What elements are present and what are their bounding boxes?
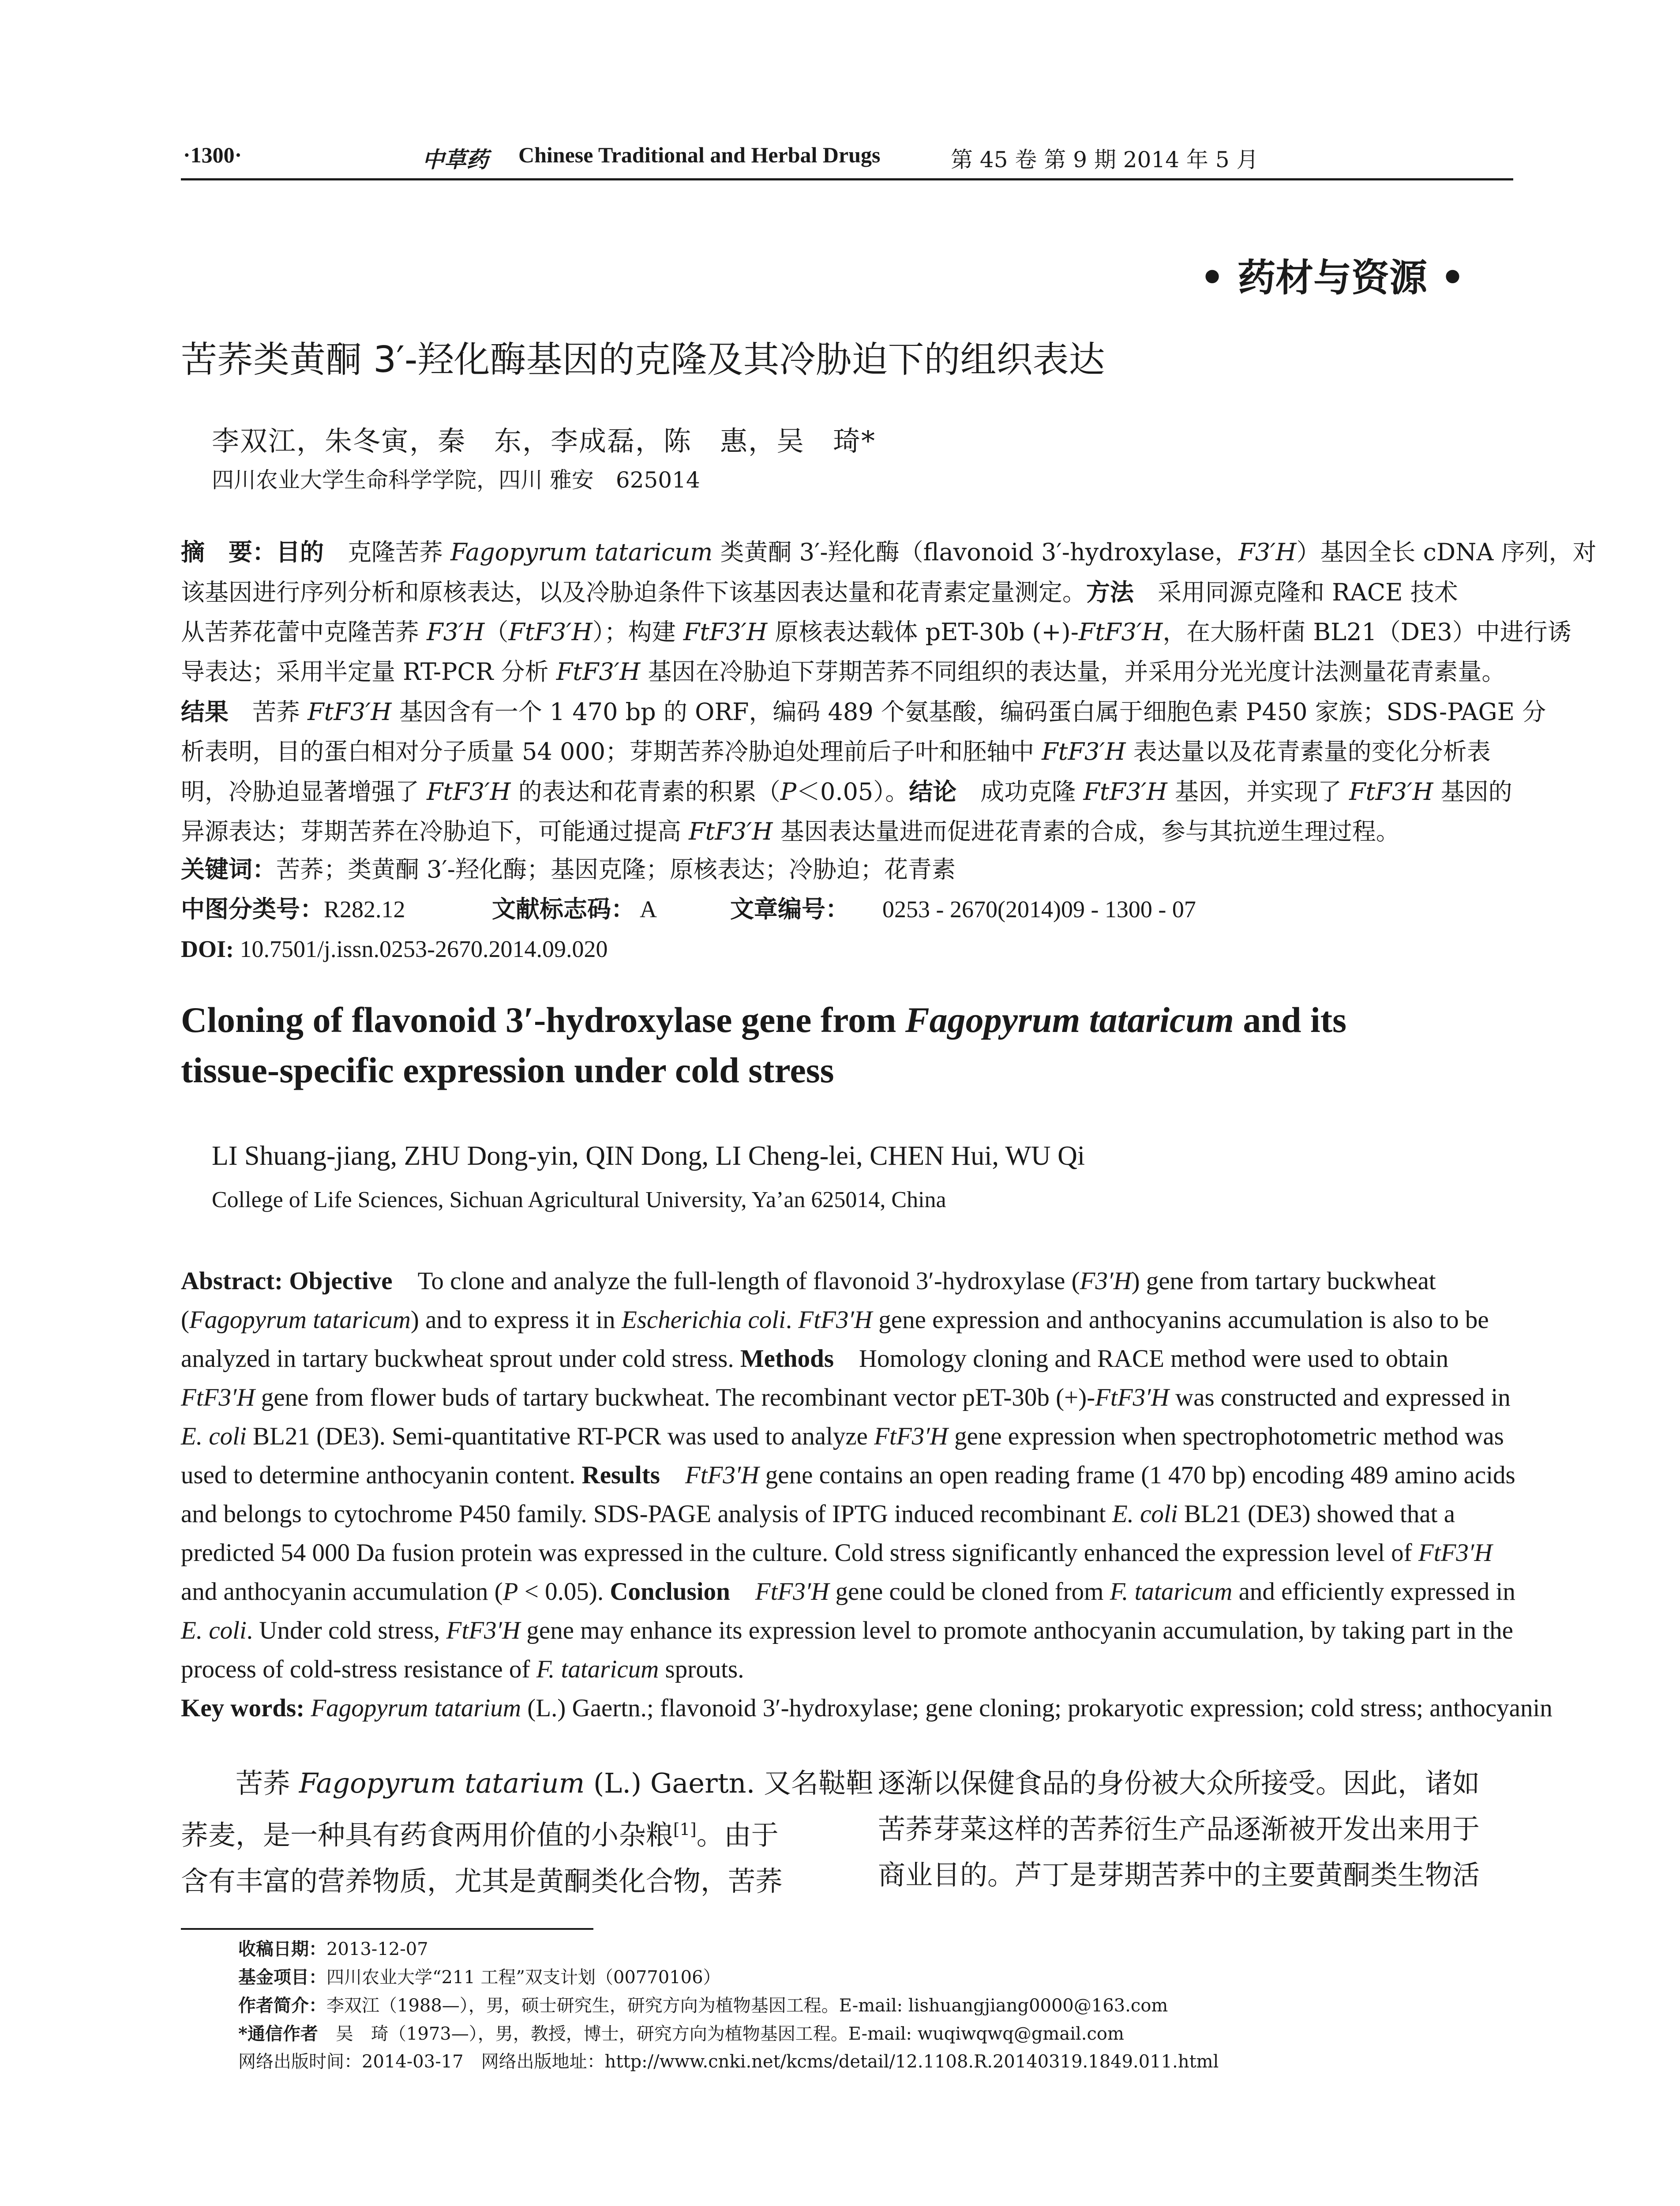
text-run: ）基因全长 cDNA 序列，对	[1296, 538, 1597, 566]
text-run: Fagopyrum tatarium	[311, 1694, 521, 1722]
text-line	[181, 532, 1597, 572]
text-run: FtF3′H	[1349, 778, 1433, 806]
keywords-cn	[181, 850, 956, 889]
text-run: 基因的	[1433, 778, 1512, 806]
text-run: 结论	[909, 777, 957, 806]
text-run: 原核表达载体 pET-30b (+)-	[767, 618, 1079, 646]
text-run: 作者简介：	[238, 1995, 326, 2016]
authors-en: LI Shuang-jiang, ZHU Dong-yin, QIN Dong, LI Cheng-lei, CHEN Hui, WU Qi	[212, 1141, 1085, 1171]
text-run: ，在大肠杆菌 BL21（DE3）中进行诱	[1162, 618, 1571, 646]
title-cn: 苦荞类黄酮 3′-羟化酶基因的克隆及其冷胁迫下的组织表达	[181, 339, 1105, 381]
text-run: BL21 (DE3) showed that a	[1178, 1500, 1455, 1528]
text-run: 目的	[276, 538, 324, 566]
text-run: FtF3′H	[689, 818, 773, 845]
text-run: 四川农业大学“211 工程”双支计划（00770106）	[326, 1967, 721, 1988]
text-line	[181, 612, 1571, 652]
text-run: F3′H	[1238, 538, 1297, 566]
journal-issue: 第 45 卷 第 9 期 2014 年 5 月	[951, 147, 1259, 173]
text-run: Cloning of flavonoid 3′-hydroxylase gene from	[181, 1000, 905, 1040]
abstract-en	[181, 1262, 1513, 1689]
text-line	[181, 652, 1513, 692]
text-line	[878, 1852, 1513, 1898]
article-no-label: 文章编号：	[730, 895, 849, 923]
text-run: 网络出版时间：2014-03-17 网络出版地址：http://www.cnki.net/kcms/detail/12.1108.R.20140319.1849.011.html	[238, 2052, 1219, 2072]
text-run: 从苦荞花蕾中克隆苦荞	[181, 618, 427, 646]
text-run: FtF3′H	[1095, 1384, 1169, 1411]
text-run: 含有丰富的营养物质，尤其是黄酮类化合物，苦荞	[181, 1865, 783, 1897]
title-en	[181, 995, 1346, 1095]
text-run: was constructed and expressed in	[1169, 1384, 1511, 1411]
body-right-column	[878, 1760, 1513, 1898]
text-run: process of cold-stress resistance of	[181, 1655, 536, 1683]
text-run: ＜0.05）。	[796, 778, 909, 806]
text-run: E. coli	[181, 1617, 247, 1644]
text-run: (L.) Gaertn.; flavonoid 3′-hydroxylase; gene cloning; prokaryotic expression; cold stress; anthocyanin	[521, 1694, 1552, 1722]
text-run: 基因含有一个 1 470 bp 的 ORF，编码 489 个氨基酸，编码蛋白属于细胞色素 P450 家族；SDS-PAGE 分	[391, 698, 1546, 726]
footnotes	[238, 1935, 1219, 2076]
doi	[181, 929, 608, 969]
text-line	[181, 1262, 1513, 1301]
text-run: .	[785, 1306, 799, 1334]
text-run: Fagopyrum tataricum	[905, 1000, 1234, 1040]
text-run: FtF3′H	[798, 1306, 873, 1334]
text-run: 2013-12-07	[326, 1939, 428, 1959]
text-run: FtF3′H	[181, 1384, 255, 1411]
text-run: [1]	[673, 1820, 697, 1839]
text-run: FtF3′H	[755, 1578, 829, 1606]
text-run: 商业目的。芦丁是芽期苦荞中的主要黄酮类生物活	[878, 1859, 1480, 1891]
text-run: 基金项目：	[238, 1967, 326, 1988]
text-run: tissue-specific expression under cold stress	[181, 1050, 834, 1090]
doc-code-label: 文献标志码：	[492, 895, 635, 923]
text-run: Methods	[740, 1345, 834, 1373]
article-no-value: 0253 - 2670(2014)09 - 1300 - 07	[882, 896, 1196, 923]
text-run: (	[181, 1306, 189, 1334]
text-line	[181, 1495, 1513, 1534]
text-run: Key words:	[181, 1694, 311, 1722]
text-run: F. tataricum	[536, 1655, 659, 1683]
text-run: E. coli	[1112, 1500, 1178, 1528]
text-line	[181, 692, 1546, 732]
text-run: F3′H	[1080, 1267, 1132, 1295]
text-run: ) and to express it in	[410, 1306, 622, 1334]
text-run: 。由于	[696, 1819, 779, 1851]
doi-label: DOI:	[181, 936, 234, 962]
text-run: Escherichia coli	[621, 1306, 786, 1334]
text-run: and its	[1234, 1000, 1347, 1040]
text-run: BL21 (DE3). Semi-quantitative RT-PCR was used to analyze	[246, 1422, 874, 1450]
text-run: FtF3′H	[683, 618, 768, 646]
affiliation-en: College of Life Sciences, Sichuan Agricultural University, Ya’an 625014, China	[212, 1187, 946, 1212]
text-run: To clone and analyze the full-length of flavonoid 3′-hydroxylase (	[392, 1267, 1080, 1295]
text-run: 基因，并实现了	[1167, 778, 1350, 806]
text-run: gene could be cloned from	[829, 1578, 1110, 1606]
text-line	[181, 1760, 874, 1806]
text-run: 荞麦，是一种具有药食两用价值的小杂粮	[181, 1819, 674, 1851]
text-run: used to determine anthocyanin content.	[181, 1461, 582, 1489]
text-run: *通信作者	[238, 2023, 318, 2044]
text-run: P	[780, 778, 797, 806]
text-run: 成功克隆	[956, 778, 1084, 806]
doc-code-value: A	[640, 896, 657, 923]
text-run: Fagopyrum tatarium	[299, 1767, 585, 1799]
text-run: (L.) Gaertn. 又名鞑靼	[585, 1767, 874, 1799]
abstract-cn	[181, 532, 1597, 852]
text-line	[181, 1858, 816, 1904]
text-run: < 0.05).	[518, 1578, 610, 1606]
keywords-en	[181, 1689, 1552, 1728]
text-line	[181, 1301, 1513, 1339]
text-run: FtF3′H	[446, 1617, 521, 1644]
text-run: FtF3′H	[556, 658, 641, 686]
text-line	[238, 1992, 1219, 2020]
text-line	[181, 1339, 1513, 1378]
text-run: F. tataricum	[1110, 1578, 1233, 1606]
text-run: 摘 要：	[181, 538, 276, 566]
text-run: P	[502, 1578, 518, 1606]
affiliation-cn: 四川农业大学生命科学学院，四川 雅安 625014	[212, 467, 700, 493]
text-run: FtF3′H	[874, 1422, 948, 1450]
text-run: Fagopyrum tataricum	[450, 538, 713, 566]
text-run: and anthocyanin accumulation (	[181, 1578, 503, 1606]
text-run: FtF3′H	[1078, 618, 1163, 646]
text-run: gene from flower buds of tartary buckwheat. The recombinant vector pET-30b (+)-	[255, 1384, 1095, 1411]
text-line	[181, 772, 1513, 812]
text-run: Conclusion	[610, 1578, 730, 1606]
journal-name-en: Chinese Traditional and Herbal Drugs	[518, 143, 881, 167]
text-run: 李双江（1988—），男，硕士研究生，研究方向为植物基因工程。E-mail: lishuangjiang0000@163.com	[326, 1996, 1168, 2016]
text-run: 采用同源克隆和 RACE 技术	[1134, 578, 1458, 606]
text-line	[181, 1650, 1513, 1689]
text-run: Homology cloning and RACE method were used to obtain	[834, 1345, 1449, 1373]
text-run: and belongs to cytochrome P450 family. SDS-PAGE analysis of IPTG induced recombinant	[181, 1500, 1112, 1528]
text-line	[238, 1935, 1219, 1963]
text-line	[181, 1611, 1513, 1650]
text-line	[181, 1456, 1513, 1495]
text-run: predicted 54 000 Da fusion protein was expressed in the culture. Cold stress significantly enhanced the expression level of	[181, 1539, 1418, 1567]
text-run: 收稿日期：	[238, 1939, 326, 1959]
keywords-cn-label: 关键词：	[181, 855, 276, 883]
text-line	[878, 1806, 1513, 1852]
text-run: and efficiently expressed in	[1232, 1578, 1515, 1606]
journal-name-cn: 中草药	[422, 146, 488, 173]
text-line	[181, 1417, 1513, 1456]
body-left-column	[181, 1760, 874, 1904]
keywords-cn-text: 苦荞；类黄酮 3′-羟化酶；基因克隆；原核表达；冷胁迫；花青素	[276, 855, 956, 883]
text-run: gene expression when spectrophotometric method was	[948, 1422, 1504, 1450]
text-run: ) gene from tartary buckwheat	[1131, 1267, 1436, 1295]
text-run: sprouts.	[659, 1655, 744, 1683]
text-line	[181, 995, 1346, 1045]
text-line	[181, 572, 1513, 612]
text-run: 明，冷胁迫显著增强了	[181, 778, 427, 806]
text-run: 苦荞	[236, 1767, 299, 1799]
text-run: Fagopyrum tataricum	[189, 1306, 411, 1334]
header-rule	[181, 178, 1513, 180]
text-run	[660, 1461, 685, 1489]
text-run: 析表明，目的蛋白相对分子质量 54 000；芽期苦荞冷胁迫处理前后子叶和胚轴中	[181, 738, 1042, 765]
page-number: ·1300·	[183, 143, 242, 167]
text-run: 吴 琦（1973—），男，教授，博士，研究方向为植物基因工程。E-mail: wuqiwqwq@gmail.com	[318, 2024, 1124, 2044]
doi-value[interactable]: 10.7501/j.issn.0253-2670.2014.09.020	[240, 936, 608, 962]
text-run: 逐渐以保健食品的身份被大众所接受。因此，诸如	[878, 1767, 1480, 1799]
clc-label: 中图分类号：	[181, 895, 324, 923]
text-run: 异源表达；芽期苦荞在冷胁迫下，可能通过提高	[181, 818, 689, 845]
text-run: 基因在冷胁迫下芽期苦荞不同组织的表达量，并采用分光光度计法测量花青素量。	[640, 658, 1506, 686]
text-line	[181, 1806, 816, 1858]
text-run: FtF3′H	[1418, 1539, 1492, 1567]
text-run: FtF3′H	[508, 618, 592, 646]
text-run: FtF3′H	[1083, 778, 1167, 806]
text-run: FtF3′H	[1042, 738, 1126, 765]
text-run: 结果	[181, 698, 229, 726]
text-run: 的表达和花青素的积累（	[510, 778, 780, 806]
text-line	[181, 1572, 1513, 1611]
text-run: FtF3′H	[685, 1461, 759, 1489]
text-run: 苦荞	[229, 698, 308, 726]
text-run: FtF3′H	[308, 698, 392, 726]
text-run: F3′H	[427, 618, 485, 646]
authors-cn: 李双江，朱冬寅，秦 东，李成磊，陈 惠，吴 琦*	[212, 425, 876, 457]
text-line	[238, 2020, 1219, 2048]
text-run: 该基因进行序列分析和原核表达，以及冷胁迫条件下该基因表达量和花青素定量测定。	[181, 578, 1086, 606]
text-run: ）；构建	[592, 618, 683, 646]
text-run: 方法	[1086, 578, 1134, 606]
section-label: • 药材与资源 •	[1200, 255, 1465, 300]
text-run: . Under cold stress,	[246, 1617, 446, 1644]
text-line	[238, 1963, 1219, 1992]
text-run: （	[484, 618, 509, 646]
text-run: 苦荞芽菜这样的苦荞衍生产品逐渐被开发出来用于	[878, 1813, 1480, 1845]
clc-value: R282.12	[324, 896, 405, 923]
footnote-rule	[181, 1928, 593, 1930]
text-run: 导表达；采用半定量 RT-PCR 分析	[181, 658, 556, 686]
text-run: 类黄酮 3′-羟化酶（flavonoid 3′-hydroxylase，	[712, 538, 1239, 566]
text-run: 基因表达量进而促进花青素的合成，参与其抗逆生理过程。	[772, 818, 1400, 845]
classification-row	[181, 889, 1513, 929]
text-run: gene contains an open reading frame (1 470 bp) encoding 489 amino acids	[759, 1461, 1515, 1489]
text-run: gene expression and anthocyanins accumulation is also to be	[872, 1306, 1489, 1334]
text-run: Abstract: Objective	[181, 1267, 393, 1295]
text-run: 克隆苦荞	[324, 538, 451, 566]
text-line	[181, 812, 1513, 852]
text-run: analyzed in tartary buckwheat sprout under cold stress.	[181, 1345, 740, 1373]
text-line	[878, 1760, 1513, 1806]
text-run: FtF3′H	[427, 778, 511, 806]
text-line	[181, 1045, 1346, 1095]
text-run	[730, 1578, 755, 1606]
text-line	[181, 732, 1513, 772]
text-line	[181, 1534, 1513, 1572]
text-run: gene may enhance its expression level to promote anthocyanin accumulation, by taking part in the	[520, 1617, 1513, 1644]
text-line	[181, 1378, 1513, 1417]
text-run: Results	[581, 1461, 660, 1489]
text-line	[238, 2048, 1219, 2076]
text-run: E. coli	[181, 1422, 247, 1450]
text-run: 表达量以及花青素量的变化分析表	[1125, 738, 1491, 765]
